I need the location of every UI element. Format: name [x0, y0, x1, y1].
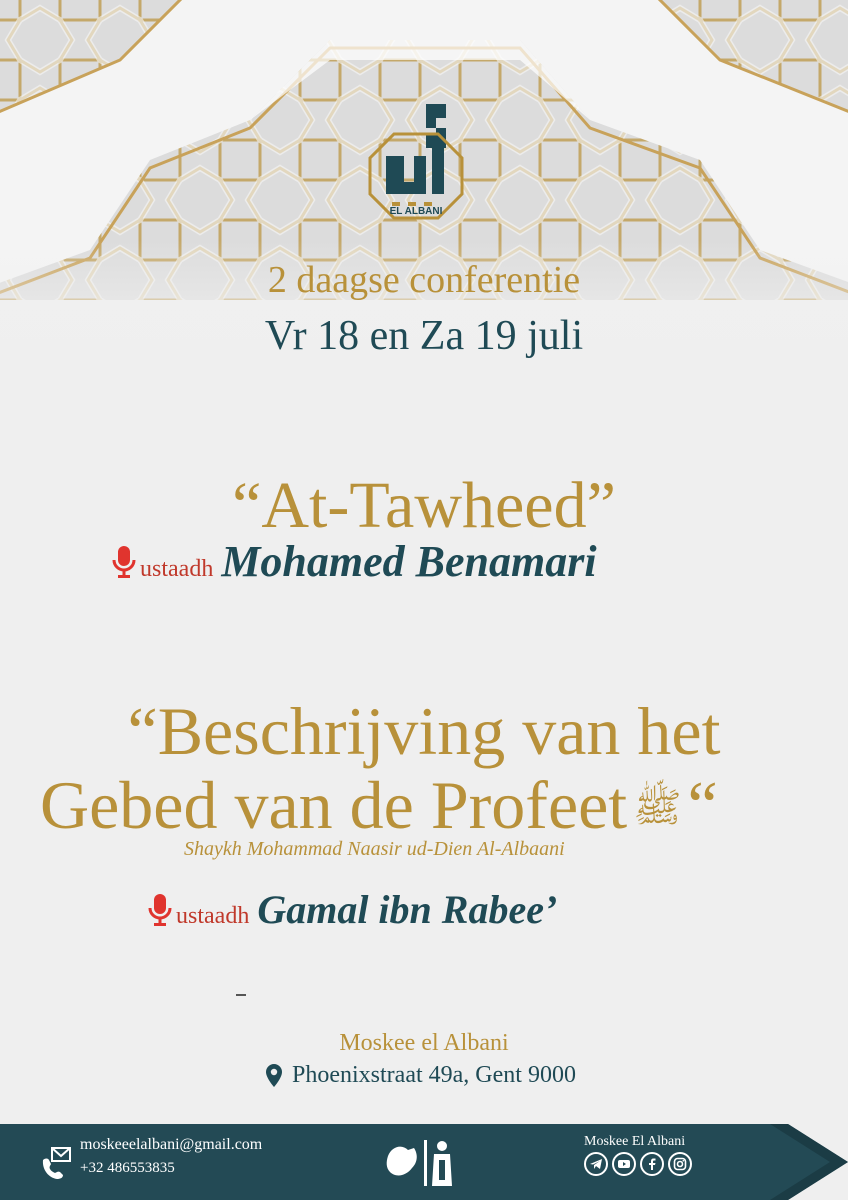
talk2-title-line1: “Beschrijving van het [127, 693, 721, 769]
brand-mark-icon [384, 1134, 464, 1190]
facebook-icon[interactable] [640, 1152, 664, 1176]
venue-address[interactable]: Phoenixstraat 49a, Gent 9000 [292, 1062, 576, 1088]
social-title: Moskee El Albani [584, 1134, 686, 1149]
closing-quote: “ [687, 767, 718, 843]
speaker-prefix: ustaadh [176, 903, 250, 929]
separator-dash [236, 994, 246, 996]
social-links [584, 1152, 692, 1176]
talk1-title: “At-Tawheed” [232, 469, 616, 542]
speaker-name: Gamal ibn Rabee’ [257, 887, 558, 932]
microphone-icon [112, 544, 136, 580]
honorific-calligraphy: ﷺ [633, 785, 682, 831]
conference-date: Vr 18 en Za 19 juli [264, 313, 584, 359]
microphone-icon [148, 892, 172, 928]
speaker-name: Mohamed Benamari [221, 537, 597, 586]
phone-mail-icon [40, 1144, 72, 1180]
venue-address-row [264, 1062, 576, 1089]
speaker-prefix: ustaadh [140, 556, 214, 582]
youtube-icon[interactable] [612, 1152, 636, 1176]
contact-email[interactable]: moskeeelalbani@gmail.com [80, 1136, 263, 1153]
venue-name: Moskee el Albani [339, 1030, 509, 1056]
contact-phone[interactable]: +32 486553835 [80, 1160, 175, 1176]
talk2-title-line2-row [40, 766, 718, 845]
talk2-title-line2: Gebed van de Profeet [40, 767, 628, 843]
instagram-icon[interactable] [668, 1152, 692, 1176]
el-albani-logo [364, 98, 468, 240]
talk2-speaker-row [148, 886, 557, 933]
conference-subtitle: 2 daagse conferentie [267, 259, 581, 301]
location-pin-icon [264, 1063, 284, 1089]
talk1-speaker-row [112, 536, 597, 587]
book-author: Shaykh Mohammad Naasir ud-Dien Al-Albaani [184, 838, 565, 860]
logo-label: EL ALBANI [389, 206, 443, 217]
telegram-icon[interactable] [584, 1152, 608, 1176]
